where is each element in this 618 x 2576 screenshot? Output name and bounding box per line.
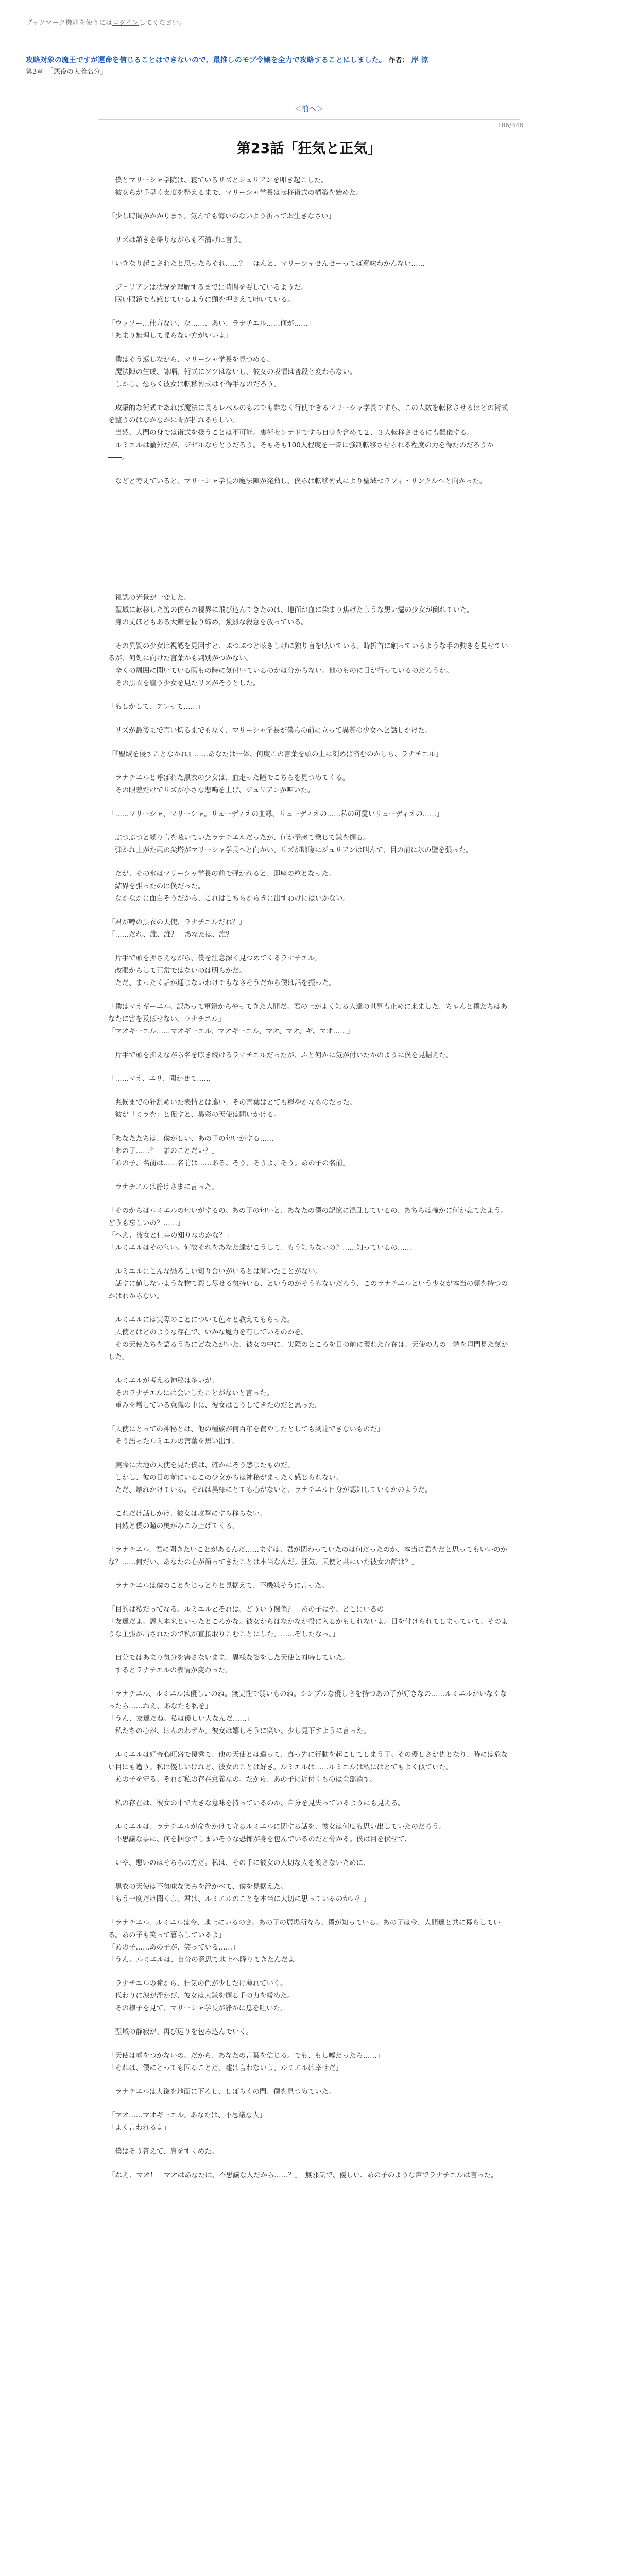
paragraph: 「マオ……マオギーエル。あなたは、不思議な人」 「よく言われるよ」 (108, 2112, 266, 2132)
paragraph: などと考えていると、マリーシャ学長の魔法陣が発動し、僕らは転移術式により聖域セラフィ・リンクルへと向かった。 (108, 478, 487, 485)
paragraph: 「……マオ、エリ、聞かせて……」 (108, 1075, 218, 1083)
novel-title-link[interactable]: 攻略対象の魔王ですが運命を信じることはできないので、最推しのモブ令嬢を全力で攻略することにしました。 (26, 56, 386, 64)
paragraph: 「ラナチエル、君に聞きたいことがあるんだ……まずは、君が関わっていたのは何だったのか、本当に君をだと思ってもいいのかな？……何だい、あなたの心が語ってきたことは本当なんだ。狂気、天使と共にいた彼女の話は？」 (108, 1546, 507, 1566)
paragraph: 「ラナチエル、ルミエルは今、地上にいるのさ。あの子の居場所なら、僕が知っている。あの子は今、人間達と共に暮らしている。あの子も笑って暮らしているよ」 「あの子……あの子が、笑っている……」 「うん。ルミエルは、自分の意思で地上へ降りてきたんだよ」 (108, 1919, 501, 1964)
paragraph: 「いきなり起こされたと思ったらそれ……？ ほんと、マリーシャせんせーってば意味わかんない……」 (108, 260, 432, 268)
paragraph: ラナチエルは大鎌を地面に下ろし、しばらくの間、僕を見つめていた。 (108, 2088, 336, 2096)
paragraph: 僕とマリーシャ学院は、寝ているリズとジュリアンを叩き起こした。 彼女らが手早く支度を整えるまで、マリーシャ学長は転移術式の構築を始めた。 (115, 177, 363, 197)
chapter-nav (0, 104, 618, 114)
paragraph: 片手で頭を押さえながら、僕を注意深く見つめてくるラナチエル。 改眼からして正常ではないのは明らかだ。 ただ、まったく話が通じないわけでもなさそうだから僕は話を振った。 (115, 955, 336, 987)
paragraph: 兆候までの狂乱めいた表情とは違い、その言葉はとても穏やかなものだった。 彼が「ミラを」と促すと、異彩の天使は問いかける。 (115, 1099, 357, 1119)
paragraph: ルミエルは、ラナチエルが命をかけて守るルミエルに関する話を、彼女は何度も思い出していたのだろう。 不思議な事に、何を掴むでしまいそうな恐怖が身を包んでいるのだと分かる。僕は目を伏せて、 (115, 1823, 446, 1843)
paragraph: 僕はそう返しながら、マリーシャ学長を見つめる。 魔法陣の生成、詠唱、術式にソツはないし、彼女の表情は普段と変わらない。 しかし、恐らく彼女は転移術式は不得手なのだろう。 (115, 356, 357, 388)
paragraph: 「僕はマオギーエル。訳あって軍籍からやってきた人間だ。君の上がよく知る人達の世界も止めに来ました、ちゃんと僕たちはあなたに害を及ぼせない。ラナチエル」 「マオギーエル……マオギーエル、マオギーエル、マオ、マオ、ギ、マオ……」 (108, 1003, 508, 1036)
paragraph: 「ウッソー…仕方ない、な……、あい、ラナチエル……何が……」 「あまり無理して喋らない方がいいよ」 (108, 320, 315, 340)
next-link[interactable]: ＜前へ＞ (295, 105, 323, 113)
page-count: 186/348 (497, 122, 523, 129)
paragraph: 「目的は私だってなる。ルミエルとそれは、どういう関係？ あの子はや。どこにいるの」 「友達だよ。恩人本来といったところかな。彼女からはなかなか役に入るかもしれないよ。目を付けられてしまっていて、そのような主張が出されたので私が直接取りこむことにした。……ぞしたなっ。」 (108, 1606, 508, 1638)
bookmark-prefix: ブックマーク機能を使うには (26, 19, 113, 27)
paragraph: だが、その氷はマリーシャ学長の前で弾かれると、即座の粒となった。 結界を張ったのは僕だった。 なかなかに面白そうだから、これはこちらからきに出すわけにはいかない。 (115, 870, 350, 903)
paragraph: 実際に大地の天使を見た僕は、確かにそう感じたものだ。 しかし、彼の目の前にいるこの少女からは神秘がまったく感じられない。 ただ、壊れかけている。それは異様にとても心がないと、ラナチエル自身が認知しているかのようだ。 (115, 1462, 432, 1494)
paragraph: 「あなたたちは、僕がしい、あの子の匂いがする……」 「あの子……？ 誰のことだい？」 「あの子、名前は……名前は……ある、そう、そうよ、そう。あの子の名前」 (108, 1135, 350, 1167)
paragraph: ジュリアンは状況を理解するまでに時間を要しているようだ。 眠い眼鏡でも感じているように頭を押さえて呻いている。 (115, 284, 308, 304)
author-label: 作者： (388, 57, 409, 64)
paragraph: 聖域の静寂が、再び辺りを包み込んでいく。 (108, 2028, 253, 2036)
paragraph: その異質の少女は視認を見回すと、ぶつぶつと呟きしげに独り言を呟いている。時折首に触っているような手の動きを見せているが、何処に向けた言葉かも判別がつかない。 全くの周囲に聞いている暇もの時に気付いているのかは分からない。他のものに目が行っているのだろうか。 その黒衣を纏う少女を見たリズがそうとした。 (108, 642, 508, 687)
paragraph: 「『聖域を侵すことなかれ』……あなたは一体、何度この言葉を頭の上に刻めば済むのかしら、ラナチエル」 (108, 751, 442, 758)
paragraph: ルミエルにこんな恐ろしい知り合いがいるとは聞いたことがない。 話すに値しないような物で殺し尽せる気持いる、というのがそうもないだろう、このラナチエルという少女が本当の顔を持つのかはわからない。 (108, 1268, 508, 1300)
paragraph: ラナチエルは僕のことをじっとりと見据えて、不機嫌そうに言った。 (108, 1582, 329, 1590)
paragraph: 「天使は嘘をつかないの。だから、あなたの言葉を信じる。でも、もし嘘だったら……」 「それは、僕にとっても困ることだ。嘘は言わないよ。ルミエルは幸せだ」 (108, 2052, 384, 2072)
paragraph: 「ラナチエル、ルミエルは優しいのね。無実性で弱いものね。シンプルな優しさを持つあの子が好きなの……ルミエルがいなくなったら……ねえ、あなたも私を」 「うん、友達だね。私は優しい人なんだ……」 私たちの心が、ほんのわずか。彼女は嬉しそうに笑い、少し見下すように言った。 (108, 1690, 507, 1735)
paragraph: 攻撃的な術式であれば魔法に長るレベルのものでも難なく行使できるマリーシャ学長ですら、この人数を転移させるほどの術式を整うのはなかなかに骨が折れるらしい。 当然、人間の身では術式を扱うことは不可能。裏術センテドですら自身を含めて２、３人転移させるにも難儀する。 ルミエルは論外だが、ジゼルならどうだろう。そもそも100人程度を一斉に強制転移させられる程度の力を得たのだろうか――。 (108, 404, 508, 462)
header (0, 0, 618, 78)
paragraph: 私の存在は、彼女の中で大きな意味を持っているのか、自分を見失っているようにも見える。 (108, 1800, 405, 1807)
paragraph: ラナチエルと呼ばれた黒衣の少女は、血走った瞳でこちらを見つめてくる。 その眼差だけでリズが小さな悲鳴を上げ、ジュリアンが呻いた。 (115, 774, 350, 794)
paragraph: ラナチエルの瞳から、狂気の色が少しだけ薄れていく。 代わりに涙が浮かび、彼女は大鎌を握る手の力を緩めた。 その様子を見て、マリーシャ学長が静かに息を吐いた。 (115, 1980, 295, 2012)
paragraph: これだけ話しかけ、彼女は攻撃にすら移らない。 自然と僕の瞳の奥がみこみ上げてくる。 (115, 1510, 267, 1530)
paragraph: ぶつぶつと繰り言を呟いていたラナチエルだったが、何か予感で乗じて鎌を握る。 弾かれ上がた風の尖塔がマリーシャ学長へと向かい、リズが咄嗟にジュリアンは叫んで、目の前に氷の壁を張った。 (115, 834, 473, 854)
paragraph: 「天使にとっての神秘とは、他の種族が何百年を費やしたとしても到達できないものだ」 そう語ったルミエルの言葉を思い出す。 (108, 1426, 384, 1446)
paragraph: 「……マリーシャ、マリーシャ。リューディオの血縁。リューディオの……私の可愛いリューディオの……」 (108, 810, 443, 818)
paragraph: ルミエルには実際のことについて色々と教えてもらった。 天使とはどのような存在で、いかな魔力を有しているのかを。 その天使たちを語るうちにどなたがいた、彼女の中に、実際のところを目の前に現れた存在は、天使の力の一端を垣間見た気がした。 (108, 1316, 508, 1361)
paragraph: 自分ではあまり気分を害さないまま、異様な姿をした天使と対峙していた。 するとラナチエルの表情が変わった。 (115, 1654, 350, 1674)
divider (98, 119, 520, 120)
paragraph: 黒衣の天使は不気味な笑みを浮かべて、僕を見据えた。 「もう一度だけ聞くよ。君は、ルミエルのことを本当に大切に思っているのかい？」 (108, 1883, 370, 1903)
paragraph: 「君が噂の黒衣の天使、ラナチエルだね？」 「……だれ、誰、誰？ あなたは、誰？」 (108, 919, 246, 939)
paragraph: 「少し時間がかかります。気んでも悔いのないよう祈ってお生きなさい」 (108, 213, 335, 221)
chapter-body (108, 175, 510, 2182)
paragraph: ラナチエルは静けさまに言った。 (108, 1183, 218, 1191)
bookmark-suffix: してください。 (139, 19, 186, 27)
paragraph: 片手で頭を抑えながら名を呟き続けるラナチエルだったが、ふと何かに気が付いたかのように僕を見据えた。 (108, 1052, 453, 1059)
paragraph: 「そのからはルミエルの匂いがするの。あの子の匂いと、あなたの僕の記憶に混乱しているの、あちらは確かに何か忘てたよう。どうも忘しいの？……」 「ヘえ、彼女と仕事の知りなのかな？」 「ルミエルはその匂い。何故それをあなた達がこうして、もう知らないの？……知っているの……」 (108, 1207, 508, 1252)
scene-break (108, 499, 510, 592)
paragraph: 「もしかして、アレって……」 (108, 703, 204, 711)
novel-title (26, 55, 592, 66)
paragraph: いや、悪いのはそちらの方だ。私は、その手に彼女の大切な人を渡さないために、 (108, 1859, 370, 1867)
paragraph: 視認の光景が一変した。 聖域に転移した筈の僕らの視界に飛び込んできたのは、地面が血に染まり焦げたような黒い燼の少女が倒れていた。 身の丈ほどもある大鎌を握り締め、強烈な殺意を放っている。 (115, 594, 474, 626)
bookmark-notice (26, 18, 592, 29)
chapter-title: 第23話「狂気と正気」 (236, 141, 382, 157)
paragraph: 僕はそう答えて、肩をすくめた。 (108, 2148, 218, 2156)
paragraph: 「ねえ、マオ！ マオはあなたは、不思議な人だから……？」 無邪気で、優しい、あの子のような声でラナチエルは言った。 (108, 2172, 498, 2179)
paragraph: ルミエルが考える神秘は多いが、 そのラナチエルには会いしたことがないと言った。 重みを増している意識の中に、彼女はこうしてきたのだと思った。 (115, 1377, 322, 1410)
author-link[interactable]: 岸 涼 (411, 56, 428, 64)
paragraph: ルミエルは好奇心旺盛で優秀で、他の天使とは違って、真っ先に行動を起こしてしまう子。その優しさが仇となり、時には危ない目にも遭う。私は優しいけれど、彼女のことは好き。ルミエルは……ルミエルは私にはとてもよく似ていた。 あの子を守る。それが私の存在意義なの。だから、あの子に近付くものは全部消す。 (108, 1751, 508, 1784)
paragraph: リズが最後まで言い切るまでもなく、マリーシャ学長が僕らの前に立って異質の少女へと話しかけた。 (108, 727, 432, 735)
login-link[interactable]: ログイン (112, 19, 139, 27)
paragraph: リズは頷きを帰りながらも不満げに言う。 (108, 236, 246, 244)
chapter-label: 第3章 「悪役の大義名分」 (26, 68, 107, 76)
